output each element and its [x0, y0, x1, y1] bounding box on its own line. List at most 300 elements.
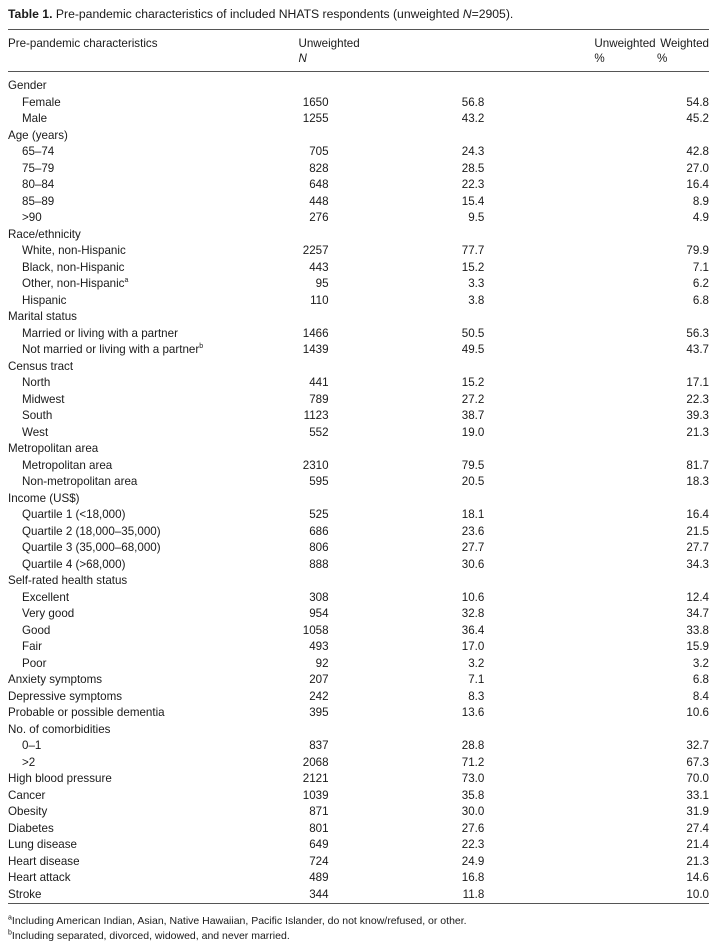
row-label — [8, 425, 298, 442]
row-label — [8, 672, 298, 689]
row-label — [8, 491, 298, 508]
unweighted-pct: 79.5 — [461, 458, 485, 472]
spacer — [484, 837, 657, 854]
unweighted-n: 686 — [309, 524, 329, 538]
spacer — [329, 540, 454, 557]
table-row — [8, 474, 709, 491]
unweighted-n: 95 — [315, 277, 329, 290]
row-label-text: Quartile 4 (>68,000) — [22, 557, 126, 571]
footnote-text: Including separated, divorced, widowed, and never married. — [11, 930, 290, 942]
row-label — [8, 606, 298, 623]
row-label-text: Cancer — [8, 788, 46, 802]
unweighted-pct — [453, 491, 484, 508]
row-label-text: 85–89 — [22, 194, 55, 208]
table-row — [8, 177, 709, 194]
row-label — [8, 474, 298, 491]
spacer — [484, 111, 657, 128]
weighted-pct: 33.8 — [686, 623, 709, 637]
spacer — [329, 293, 454, 310]
weighted-pct: 16.4 — [686, 508, 709, 521]
row-label — [8, 177, 298, 194]
spacer — [484, 738, 657, 755]
unweighted-pct: 28.8 — [461, 739, 485, 752]
row-label-text: 0–1 — [22, 739, 42, 752]
spacer — [484, 821, 657, 838]
table-row — [8, 293, 709, 310]
spacer — [329, 804, 454, 821]
unweighted-pct: 15.4 — [461, 194, 485, 208]
spacer — [484, 144, 657, 161]
table-row — [8, 639, 709, 656]
unweighted-pct — [453, 359, 484, 376]
row-label-text: Depressive symptoms — [8, 689, 123, 703]
unweighted-pct: 38.7 — [461, 409, 485, 422]
row-label-text: Poor — [22, 656, 47, 670]
spacer — [329, 491, 454, 508]
unweighted-pct: 13.6 — [461, 706, 485, 719]
spacer — [484, 72, 657, 95]
weighted-pct: 21.3 — [686, 854, 709, 868]
weighted-pct: 21.5 — [686, 524, 709, 538]
table-row — [8, 788, 709, 805]
row-label — [8, 738, 298, 755]
row-label-text: Hispanic — [22, 293, 67, 307]
spacer — [329, 870, 454, 887]
spacer — [329, 425, 454, 442]
unweighted-pct: 36.4 — [461, 623, 485, 637]
row-label — [8, 359, 298, 376]
row-label-text: Age (years) — [8, 128, 68, 142]
unweighted-pct — [453, 128, 484, 145]
row-label — [8, 557, 298, 574]
table-row — [8, 392, 709, 409]
unweighted-pct: 24.3 — [461, 145, 485, 158]
unweighted-n — [298, 309, 328, 326]
spacer — [484, 804, 657, 821]
spacer — [484, 194, 657, 211]
spacer — [329, 474, 454, 491]
spacer — [329, 111, 454, 128]
weighted-pct: 10.0 — [686, 887, 709, 901]
table-row — [8, 821, 709, 838]
row-label-text: Quartile 3 (35,000–68,000) — [22, 541, 161, 554]
weighted-pct: 10.6 — [686, 706, 709, 719]
unweighted-pct: 27.6 — [461, 821, 485, 835]
weighted-pct — [657, 359, 709, 376]
spacer — [484, 623, 657, 640]
unweighted-pct: 22.3 — [461, 178, 485, 191]
unweighted-n — [298, 491, 328, 508]
spacer — [484, 243, 657, 260]
weighted-pct — [657, 227, 709, 244]
weighted-pct: 42.8 — [686, 145, 709, 158]
unweighted-pct: 27.7 — [461, 541, 485, 554]
row-label-text: Married or living with a partner — [22, 326, 178, 340]
unweighted-n: 1439 — [302, 343, 329, 356]
unweighted-pct: 16.8 — [461, 871, 485, 884]
unweighted-pct: 15.2 — [461, 376, 485, 389]
row-label-text: Metropolitan area — [8, 442, 99, 455]
table-row — [8, 243, 709, 260]
row-label — [8, 639, 298, 656]
spacer — [329, 557, 454, 574]
row-label-text: Black, non-Hispanic — [22, 260, 125, 274]
unweighted-n: 1058 — [302, 623, 329, 637]
row-label — [8, 408, 298, 425]
row-label-text: Metropolitan area — [22, 458, 113, 472]
weighted-pct — [657, 309, 709, 326]
spacer — [329, 755, 454, 772]
row-label-text: Midwest — [22, 392, 65, 406]
spacer — [484, 293, 657, 310]
weighted-pct — [657, 722, 709, 739]
unweighted-n: 1039 — [302, 788, 329, 802]
unweighted-n: 888 — [309, 557, 329, 571]
spacer — [329, 606, 454, 623]
row-label — [8, 375, 298, 392]
row-label-text: Heart attack — [8, 871, 71, 884]
spacer — [329, 507, 454, 524]
table-row — [8, 887, 709, 904]
unweighted-n: 441 — [309, 376, 329, 389]
table-row — [8, 623, 709, 640]
header-line: % — [594, 52, 605, 65]
header-unweighted-pct — [453, 30, 657, 72]
row-label — [8, 887, 298, 904]
unweighted-n: 110 — [310, 293, 329, 307]
row-label-text: Lung disease — [8, 838, 77, 851]
unweighted-pct — [453, 72, 484, 95]
row-label-text: Quartile 1 (<18,000) — [22, 508, 126, 521]
group-header-row — [8, 128, 709, 145]
spacer — [484, 887, 657, 904]
row-label-text: >90 — [22, 211, 42, 224]
row-label-text: 75–79 — [22, 161, 55, 175]
table-row — [8, 590, 709, 607]
row-label — [8, 705, 298, 722]
table-row — [8, 656, 709, 673]
spacer — [329, 276, 454, 293]
row-label — [8, 392, 298, 409]
row-label-text: Stroke — [8, 887, 42, 901]
row-label — [8, 507, 298, 524]
unweighted-n: 837 — [309, 739, 329, 752]
spacer — [484, 177, 657, 194]
row-label-text: Not married or living with a partner — [22, 343, 200, 356]
unweighted-pct: 9.5 — [468, 211, 485, 224]
unweighted-pct: 7.1 — [468, 673, 485, 686]
row-label-text: Race/ethnicity — [8, 227, 81, 241]
unweighted-pct — [453, 309, 484, 326]
spacer — [484, 326, 657, 343]
unweighted-pct: 23.6 — [461, 524, 485, 538]
row-label — [8, 573, 298, 590]
weighted-pct — [657, 441, 709, 458]
spacer — [329, 458, 454, 475]
row-label — [8, 458, 298, 475]
row-label — [8, 243, 298, 260]
unweighted-n: 1650 — [302, 95, 329, 109]
row-label-text: White, non-Hispanic — [22, 244, 126, 257]
unweighted-n: 2121 — [302, 772, 329, 785]
table-row — [8, 540, 709, 557]
row-label-text: Gender — [8, 79, 47, 92]
spacer — [484, 573, 657, 590]
row-label-text: Heart disease — [8, 854, 80, 868]
table-row — [8, 557, 709, 574]
spacer — [484, 771, 657, 788]
spacer — [329, 887, 454, 904]
row-label — [8, 326, 298, 343]
unweighted-n — [298, 72, 328, 95]
group-header-row — [8, 573, 709, 590]
unweighted-pct: 56.8 — [461, 95, 485, 109]
row-label — [8, 540, 298, 557]
table-row — [8, 260, 709, 277]
spacer — [484, 606, 657, 623]
unweighted-n: 801 — [309, 821, 329, 835]
weighted-pct: 27.7 — [686, 541, 709, 554]
unweighted-pct: 32.8 — [461, 607, 485, 620]
unweighted-n: 806 — [309, 541, 329, 554]
row-label — [8, 590, 298, 607]
spacer — [484, 689, 657, 706]
weighted-pct — [657, 491, 709, 508]
row-label-text: North — [22, 376, 51, 389]
spacer — [484, 425, 657, 442]
unweighted-pct: 49.5 — [461, 343, 485, 356]
unweighted-pct: 18.1 — [461, 508, 485, 521]
spacer — [484, 260, 657, 277]
table-row — [8, 161, 709, 178]
row-label — [8, 72, 298, 95]
spacer — [329, 342, 454, 359]
row-label — [8, 260, 298, 277]
row-label-text: No. of comorbidities — [8, 722, 111, 736]
spacer — [329, 359, 454, 376]
group-header-row — [8, 309, 709, 326]
row-label — [8, 227, 298, 244]
weighted-pct: 15.9 — [686, 640, 709, 653]
spacer — [329, 128, 454, 145]
weighted-pct: 33.1 — [686, 788, 709, 802]
row-label-text: Good — [22, 623, 51, 637]
unweighted-n: 2257 — [302, 244, 329, 257]
table-row — [8, 804, 709, 821]
table-body — [8, 72, 709, 904]
unweighted-pct: 77.7 — [461, 244, 485, 257]
spacer — [329, 821, 454, 838]
row-label — [8, 111, 298, 128]
spacer — [329, 837, 454, 854]
spacer — [329, 227, 454, 244]
unweighted-n: 1255 — [302, 112, 329, 125]
row-label — [8, 144, 298, 161]
spacer — [329, 623, 454, 640]
header-row — [8, 30, 709, 72]
weighted-pct: 67.3 — [686, 755, 709, 769]
spacer — [329, 72, 454, 95]
group-header-row — [8, 72, 709, 95]
unweighted-n: 443 — [309, 260, 329, 274]
row-label — [8, 788, 298, 805]
row-label — [8, 771, 298, 788]
unweighted-n: 954 — [309, 607, 329, 620]
spacer — [484, 755, 657, 772]
spacer — [484, 210, 657, 227]
row-label-text: Obesity — [8, 805, 48, 818]
row-label — [8, 821, 298, 838]
spacer — [484, 408, 657, 425]
header-line: % — [657, 52, 668, 65]
table-row — [8, 458, 709, 475]
weighted-pct: 43.7 — [686, 343, 709, 356]
spacer — [329, 309, 454, 326]
weighted-pct — [657, 128, 709, 145]
group-header-row — [8, 227, 709, 244]
unweighted-n: 552 — [309, 425, 329, 439]
group-header-row — [8, 491, 709, 508]
row-label — [8, 755, 298, 772]
table-row — [8, 425, 709, 442]
table-row — [8, 144, 709, 161]
spacer — [484, 524, 657, 541]
footnote-mark: a — [124, 277, 129, 285]
weighted-pct: 8.4 — [692, 689, 709, 703]
table-row — [8, 210, 709, 227]
weighted-pct: 6.2 — [692, 277, 709, 290]
group-header-row — [8, 441, 709, 458]
spacer — [329, 326, 454, 343]
unweighted-pct: 19.0 — [461, 425, 485, 439]
row-label — [8, 293, 298, 310]
unweighted-pct — [453, 722, 484, 739]
spacer — [484, 392, 657, 409]
spacer — [329, 771, 454, 788]
unweighted-pct: 11.8 — [462, 887, 485, 901]
spacer — [484, 870, 657, 887]
weighted-pct: 27.4 — [686, 821, 709, 835]
row-label-text: >2 — [22, 755, 36, 769]
weighted-pct: 31.9 — [686, 805, 709, 818]
unweighted-n: 649 — [309, 838, 329, 851]
spacer — [484, 788, 657, 805]
spacer — [484, 161, 657, 178]
weighted-pct: 6.8 — [692, 293, 709, 307]
weighted-pct: 8.9 — [692, 194, 709, 208]
unweighted-pct: 27.2 — [461, 392, 485, 406]
row-label — [8, 870, 298, 887]
spacer — [329, 95, 454, 112]
unweighted-pct: 10.6 — [461, 590, 485, 604]
weighted-pct: 54.8 — [686, 95, 709, 109]
footnote-mark: b — [8, 929, 12, 937]
row-label-text: Income (US$) — [8, 491, 80, 505]
weighted-pct: 14.6 — [686, 871, 709, 884]
weighted-pct: 45.2 — [686, 112, 709, 125]
header-unweighted-n — [298, 30, 453, 72]
row-label-text: Very good — [22, 607, 75, 620]
unweighted-n: 648 — [309, 178, 329, 191]
unweighted-n: 92 — [315, 656, 329, 670]
row-label-text: High blood pressure — [8, 772, 112, 785]
spacer — [329, 441, 454, 458]
unweighted-pct: 43.2 — [461, 112, 485, 125]
table-row — [8, 705, 709, 722]
unweighted-n: 871 — [309, 805, 329, 818]
table-row — [8, 326, 709, 343]
unweighted-pct — [453, 441, 484, 458]
table-row — [8, 606, 709, 623]
spacer — [484, 854, 657, 871]
row-label-text: Diabetes — [8, 821, 54, 835]
weighted-pct: 81.7 — [686, 458, 709, 472]
unweighted-n: 395 — [309, 706, 329, 719]
group-header-row — [8, 722, 709, 739]
row-label — [8, 854, 298, 871]
table-row — [8, 111, 709, 128]
spacer — [484, 491, 657, 508]
table-caption — [8, 0, 709, 29]
header-weighted-pct — [657, 30, 709, 72]
unweighted-pct: 73.0 — [461, 772, 485, 785]
row-label — [8, 95, 298, 112]
table-row — [8, 194, 709, 211]
spacer — [484, 590, 657, 607]
unweighted-n — [298, 573, 328, 590]
weighted-pct: 7.1 — [692, 260, 709, 274]
unweighted-n: 242 — [309, 689, 329, 703]
row-label-text: 80–84 — [22, 178, 55, 191]
caption-text-end: =2905). — [471, 7, 514, 21]
unweighted-pct — [453, 573, 484, 590]
row-label — [8, 128, 298, 145]
row-label — [8, 722, 298, 739]
unweighted-pct: 71.2 — [461, 755, 485, 769]
row-label-text: South — [22, 409, 53, 422]
spacer — [329, 573, 454, 590]
weighted-pct: 79.9 — [686, 244, 709, 257]
unweighted-n: 789 — [309, 392, 329, 406]
weighted-pct: 3.2 — [692, 656, 709, 670]
spacer — [329, 788, 454, 805]
spacer — [329, 392, 454, 409]
weighted-pct: 4.9 — [692, 211, 709, 224]
table-row — [8, 738, 709, 755]
weighted-pct: 34.7 — [686, 607, 709, 620]
spacer — [484, 342, 657, 359]
unweighted-n: 525 — [309, 508, 329, 521]
weighted-pct: 32.7 — [686, 739, 709, 752]
table-row — [8, 408, 709, 425]
unweighted-n — [298, 722, 328, 739]
weighted-pct: 18.3 — [686, 475, 709, 488]
spacer — [329, 705, 454, 722]
spacer — [484, 276, 657, 293]
footnote-a — [8, 914, 709, 929]
row-label-text: Female — [22, 95, 61, 109]
row-label-text: Quartile 2 (18,000–35,000) — [22, 524, 161, 538]
footnotes — [8, 914, 709, 944]
row-label-text: Anxiety symptoms — [8, 673, 103, 686]
table-row — [8, 771, 709, 788]
unweighted-pct: 3.2 — [468, 656, 485, 670]
spacer — [329, 194, 454, 211]
spacer — [484, 458, 657, 475]
unweighted-n: 344 — [309, 887, 329, 901]
spacer — [484, 507, 657, 524]
spacer — [329, 738, 454, 755]
